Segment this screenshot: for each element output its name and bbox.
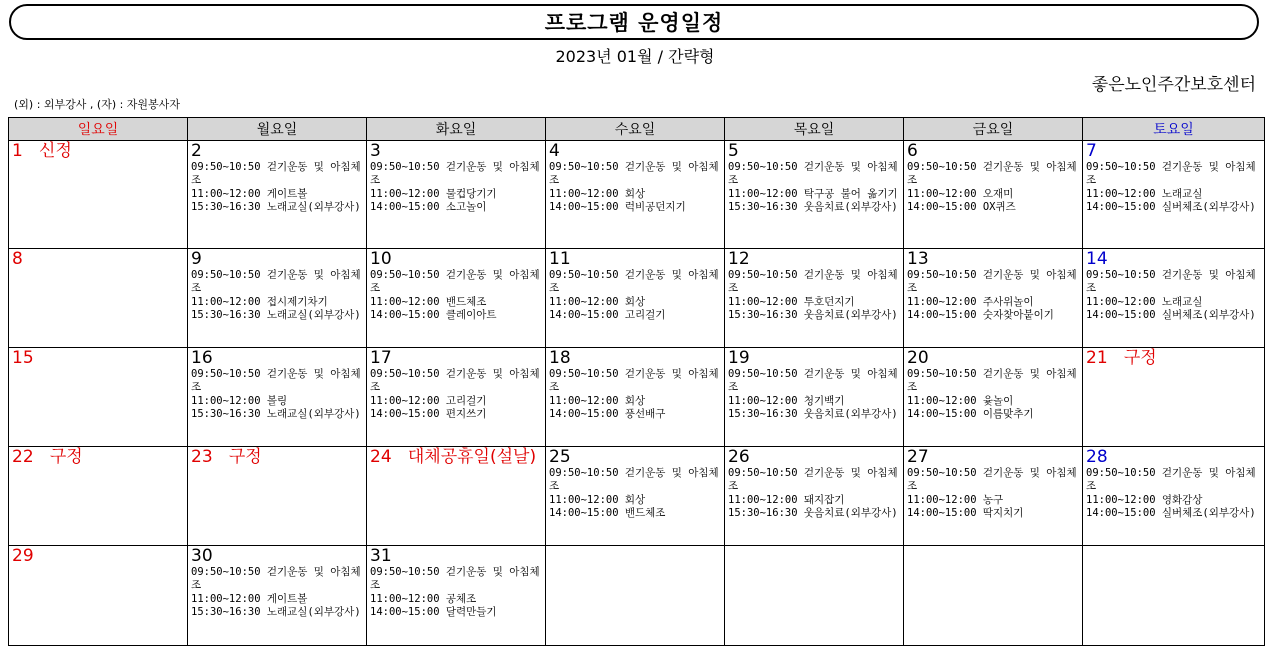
event-item: 09:50~10:50 걷기운동 및 아침체조 bbox=[1086, 467, 1256, 493]
event-list bbox=[370, 566, 542, 620]
calendar-day-cell bbox=[904, 249, 1083, 348]
calendar-day-cell bbox=[546, 249, 725, 348]
calendar-day-cell bbox=[9, 447, 188, 546]
event-item: 09:50~10:50 걷기운동 및 아침체조 bbox=[728, 269, 898, 295]
event-list bbox=[1086, 467, 1261, 521]
day-number: 3 bbox=[370, 141, 381, 161]
day-header bbox=[191, 349, 363, 368]
calendar-day-cell bbox=[904, 348, 1083, 447]
event-list bbox=[549, 161, 721, 215]
day-header bbox=[907, 448, 1079, 467]
event-list bbox=[549, 269, 721, 323]
event-item: 11:00~12:00 오재미 bbox=[907, 187, 1014, 200]
event-item: 11:00~12:00 물컵당기기 bbox=[370, 187, 497, 200]
event-item: 14:00~15:00 실버체조(외부강사) bbox=[1086, 309, 1256, 322]
day-header bbox=[549, 448, 721, 467]
event-item: 14:00~15:00 달력만들기 bbox=[370, 606, 497, 619]
day-number: 2 bbox=[191, 141, 202, 161]
day-number: 26 bbox=[728, 447, 750, 467]
event-item: 14:00~15:00 이름맞추기 bbox=[907, 408, 1034, 421]
event-item: 14:00~15:00 OX퀴즈 bbox=[907, 201, 1016, 214]
day-header bbox=[728, 142, 900, 161]
day-number: 18 bbox=[549, 348, 571, 368]
calendar-day-cell bbox=[188, 546, 367, 646]
event-item: 11:00~12:00 볼링 bbox=[191, 394, 288, 407]
event-item: 11:00~12:00 밴드체조 bbox=[370, 295, 487, 308]
day-number: 21 bbox=[1086, 348, 1108, 368]
event-item: 11:00~12:00 탁구공 불어 옮기기 bbox=[728, 187, 898, 200]
event-list bbox=[549, 467, 721, 521]
day-header bbox=[549, 250, 721, 269]
page-subtitle: 2023년 01월 / 간략형 bbox=[555, 47, 715, 66]
event-item: 14:00~15:00 딱지치기 bbox=[907, 507, 1024, 520]
day-number: 28 bbox=[1086, 447, 1108, 467]
event-item: 11:00~12:00 회상 bbox=[549, 394, 646, 407]
event-item: 09:50~10:50 걷기운동 및 아침체조 bbox=[907, 161, 1077, 187]
event-item: 11:00~12:00 노래교실 bbox=[1086, 295, 1203, 308]
day-number: 20 bbox=[907, 348, 929, 368]
day-header bbox=[907, 349, 1079, 368]
event-item: 14:00~15:00 럭비공던지기 bbox=[549, 201, 686, 214]
event-item: 11:00~12:00 회상 bbox=[549, 295, 646, 308]
day-number: 27 bbox=[907, 447, 929, 467]
calendar-day-cell bbox=[188, 141, 367, 249]
event-item: 09:50~10:50 걷기운동 및 아침체조 bbox=[370, 161, 540, 187]
day-number: 16 bbox=[191, 348, 213, 368]
day-number: 29 bbox=[12, 546, 34, 566]
event-item: 14:00~15:00 밴드체조 bbox=[549, 507, 666, 520]
spacer bbox=[213, 447, 229, 467]
day-number: 23 bbox=[191, 447, 213, 467]
calendar-day-cell bbox=[1083, 141, 1265, 249]
day-header bbox=[370, 142, 542, 161]
day-header bbox=[1086, 250, 1261, 269]
event-item: 09:50~10:50 걷기운동 및 아침체조 bbox=[728, 368, 898, 394]
event-list bbox=[728, 368, 900, 422]
day-header bbox=[370, 547, 542, 566]
event-item: 11:00~12:00 청기백기 bbox=[728, 394, 845, 407]
calendar-day-cell bbox=[367, 141, 546, 249]
calendar-day-cell bbox=[725, 141, 904, 249]
event-list bbox=[728, 269, 900, 323]
event-item: 11:00~12:00 게이트볼 bbox=[191, 592, 308, 605]
calendar-day-cell bbox=[546, 141, 725, 249]
center-name: 좋은노인주간보호센터 bbox=[1091, 75, 1256, 95]
day-header bbox=[12, 547, 184, 566]
event-item: 09:50~10:50 걷기운동 및 아침체조 bbox=[549, 368, 719, 394]
holiday-note: 구정 bbox=[49, 447, 83, 467]
event-item: 09:50~10:50 걷기운동 및 아침체조 bbox=[370, 269, 540, 295]
weekday-header: 화요일 bbox=[367, 118, 546, 141]
event-list bbox=[191, 368, 363, 422]
calendar-day-cell bbox=[9, 249, 188, 348]
event-item: 09:50~10:50 걷기운동 및 아침체조 bbox=[191, 368, 361, 394]
day-number: 4 bbox=[549, 141, 560, 161]
day-number: 13 bbox=[907, 249, 929, 269]
holiday-note: 대체공휴일(설날) bbox=[407, 447, 537, 467]
day-header bbox=[549, 349, 721, 368]
event-item: 15:30~16:30 웃음치료(외부강사) bbox=[728, 507, 898, 520]
weekday-header: 일요일 bbox=[9, 118, 188, 141]
event-item: 09:50~10:50 걷기운동 및 아침체조 bbox=[191, 161, 361, 187]
day-number: 30 bbox=[191, 546, 213, 566]
calendar-day-cell bbox=[904, 447, 1083, 546]
day-header bbox=[728, 250, 900, 269]
day-header bbox=[191, 142, 363, 161]
calendar-day-cell bbox=[546, 348, 725, 447]
event-item: 09:50~10:50 걷기운동 및 아침체조 bbox=[728, 161, 898, 187]
day-header bbox=[728, 349, 900, 368]
event-item: 14:00~15:00 실버체조(외부강사) bbox=[1086, 507, 1256, 520]
day-header bbox=[549, 142, 721, 161]
event-list bbox=[1086, 161, 1261, 215]
event-item: 09:50~10:50 걷기운동 및 아침체조 bbox=[370, 368, 540, 394]
event-list bbox=[907, 467, 1079, 521]
event-item: 11:00~12:00 주사위놀이 bbox=[907, 295, 1034, 308]
day-number: 14 bbox=[1086, 249, 1108, 269]
calendar-table bbox=[8, 117, 1265, 646]
calendar-week-row bbox=[9, 249, 1265, 348]
calendar-day-cell bbox=[367, 447, 546, 546]
day-header bbox=[728, 448, 900, 467]
day-header bbox=[907, 250, 1079, 269]
event-item: 11:00~12:00 접시제기차기 bbox=[191, 295, 328, 308]
event-item: 11:00~12:00 돼지잡기 bbox=[728, 493, 845, 506]
day-header bbox=[1086, 349, 1261, 368]
calendar-day-cell bbox=[1083, 249, 1265, 348]
event-list bbox=[907, 161, 1079, 215]
day-header bbox=[1086, 142, 1261, 161]
legend-note: (외) : 외부강사 , (자) : 자원봉사자 bbox=[14, 98, 180, 111]
event-item: 15:30~16:30 웃음치료(외부강사) bbox=[728, 408, 898, 421]
event-item: 11:00~12:00 게이트볼 bbox=[191, 187, 308, 200]
day-number: 19 bbox=[728, 348, 750, 368]
day-number: 10 bbox=[370, 249, 392, 269]
calendar-week-row bbox=[9, 348, 1265, 447]
event-item: 09:50~10:50 걷기운동 및 아침체조 bbox=[549, 467, 719, 493]
calendar-day-cell bbox=[725, 546, 904, 646]
calendar-body bbox=[9, 141, 1265, 646]
event-item: 11:00~12:00 공체조 bbox=[370, 592, 477, 605]
day-number: 9 bbox=[191, 249, 202, 269]
title-box bbox=[9, 4, 1259, 40]
event-list bbox=[728, 161, 900, 215]
event-item: 11:00~12:00 영화감상 bbox=[1086, 493, 1203, 506]
day-number: 17 bbox=[370, 348, 392, 368]
calendar-day-cell bbox=[367, 348, 546, 447]
event-list bbox=[728, 467, 900, 521]
day-number: 7 bbox=[1086, 141, 1097, 161]
weekday-header: 월요일 bbox=[188, 118, 367, 141]
day-header bbox=[12, 250, 184, 269]
event-item: 09:50~10:50 걷기운동 및 아침체조 bbox=[191, 269, 361, 295]
day-number: 15 bbox=[12, 348, 34, 368]
event-list bbox=[191, 269, 363, 323]
event-item: 15:30~16:30 노래교실(외부강사) bbox=[191, 408, 361, 421]
event-item: 11:00~12:00 윷놀이 bbox=[907, 394, 1014, 407]
day-header bbox=[12, 142, 184, 161]
weekday-header: 금요일 bbox=[904, 118, 1083, 141]
event-list bbox=[549, 368, 721, 422]
holiday-note: 구정 bbox=[228, 447, 262, 467]
event-item: 14:00~15:00 실버체조(외부강사) bbox=[1086, 201, 1256, 214]
day-number: 8 bbox=[12, 249, 23, 269]
event-item: 15:30~16:30 노래교실(외부강사) bbox=[191, 201, 361, 214]
spacer bbox=[392, 447, 408, 467]
calendar-week-row bbox=[9, 447, 1265, 546]
day-header bbox=[370, 250, 542, 269]
event-item: 09:50~10:50 걷기운동 및 아침체조 bbox=[728, 467, 898, 493]
event-item: 15:30~16:30 웃음치료(외부강사) bbox=[728, 309, 898, 322]
event-item: 15:30~16:30 웃음치료(외부강사) bbox=[728, 201, 898, 214]
event-item: 11:00~12:00 고리걸기 bbox=[370, 394, 487, 407]
event-item: 14:00~15:00 풍선배구 bbox=[549, 408, 666, 421]
calendar-day-cell bbox=[725, 249, 904, 348]
day-number: 12 bbox=[728, 249, 750, 269]
day-header bbox=[12, 349, 184, 368]
event-list bbox=[191, 566, 363, 620]
event-item: 09:50~10:50 걷기운동 및 아침체조 bbox=[907, 269, 1077, 295]
day-header bbox=[370, 349, 542, 368]
calendar-day-cell bbox=[546, 447, 725, 546]
event-item: 15:30~16:30 노래교실(외부강사) bbox=[191, 309, 361, 322]
event-item: 09:50~10:50 걷기운동 및 아침체조 bbox=[907, 467, 1077, 493]
day-header bbox=[907, 142, 1079, 161]
event-item: 09:50~10:50 걷기운동 및 아침체조 bbox=[549, 269, 719, 295]
spacer bbox=[1108, 348, 1124, 368]
event-item: 09:50~10:50 걷기운동 및 아침체조 bbox=[370, 566, 540, 592]
calendar-day-cell bbox=[725, 447, 904, 546]
calendar-day-cell bbox=[9, 348, 188, 447]
event-item: 09:50~10:50 걷기운동 및 아침체조 bbox=[907, 368, 1077, 394]
event-item: 15:30~16:30 노래교실(외부강사) bbox=[191, 606, 361, 619]
event-item: 11:00~12:00 회상 bbox=[549, 493, 646, 506]
event-item: 11:00~12:00 노래교실 bbox=[1086, 187, 1203, 200]
day-header bbox=[370, 448, 542, 467]
day-number: 22 bbox=[12, 447, 34, 467]
calendar-day-cell bbox=[188, 249, 367, 348]
event-item: 09:50~10:50 걷기운동 및 아침체조 bbox=[549, 161, 719, 187]
day-number: 11 bbox=[549, 249, 571, 269]
event-item: 09:50~10:50 걷기운동 및 아침체조 bbox=[1086, 161, 1256, 187]
calendar-day-cell bbox=[9, 546, 188, 646]
weekday-header: 목요일 bbox=[725, 118, 904, 141]
event-item: 14:00~15:00 숫자찾아붙이기 bbox=[907, 309, 1054, 322]
event-list bbox=[907, 269, 1079, 323]
calendar-day-cell bbox=[188, 447, 367, 546]
calendar-week-row bbox=[9, 141, 1265, 249]
event-item: 11:00~12:00 투호던지기 bbox=[728, 295, 855, 308]
calendar-day-cell bbox=[725, 348, 904, 447]
page-title: 프로그램 운영일정 bbox=[544, 11, 724, 35]
calendar-day-cell bbox=[1083, 447, 1265, 546]
event-item: 09:50~10:50 걷기운동 및 아침체조 bbox=[1086, 269, 1256, 295]
day-header bbox=[191, 250, 363, 269]
weekday-header: 수요일 bbox=[546, 118, 725, 141]
event-item: 14:00~15:00 고리걸기 bbox=[549, 309, 666, 322]
day-header bbox=[191, 448, 363, 467]
event-item: 14:00~15:00 편지쓰기 bbox=[370, 408, 487, 421]
day-number: 25 bbox=[549, 447, 571, 467]
day-number: 1 bbox=[12, 141, 23, 161]
weekday-header: 토요일 bbox=[1083, 118, 1265, 141]
day-header bbox=[1086, 448, 1261, 467]
holiday-note: 신정 bbox=[39, 141, 72, 161]
day-number: 24 bbox=[370, 447, 392, 467]
event-item: 11:00~12:00 회상 bbox=[549, 187, 646, 200]
event-item: 09:50~10:50 걷기운동 및 아침체조 bbox=[191, 566, 361, 592]
calendar-day-cell bbox=[1083, 348, 1265, 447]
calendar-day-cell bbox=[1083, 546, 1265, 646]
weekday-header-row bbox=[9, 118, 1265, 141]
calendar-day-cell bbox=[904, 141, 1083, 249]
event-list bbox=[191, 161, 363, 215]
day-number: 5 bbox=[728, 141, 739, 161]
event-list bbox=[370, 368, 542, 422]
calendar-day-cell bbox=[188, 348, 367, 447]
day-number: 6 bbox=[907, 141, 918, 161]
event-list bbox=[1086, 269, 1261, 323]
event-item: 14:00~15:00 소고놀이 bbox=[370, 201, 487, 214]
spacer bbox=[23, 141, 39, 161]
event-list bbox=[370, 161, 542, 215]
calendar-day-cell bbox=[546, 546, 725, 646]
calendar-day-cell bbox=[367, 546, 546, 646]
holiday-note: 구정 bbox=[1123, 348, 1157, 368]
day-number: 31 bbox=[370, 546, 392, 566]
calendar-day-cell bbox=[904, 546, 1083, 646]
spacer bbox=[34, 447, 50, 467]
day-header bbox=[191, 547, 363, 566]
event-list bbox=[907, 368, 1079, 422]
day-header bbox=[12, 448, 184, 467]
event-item: 11:00~12:00 농구 bbox=[907, 493, 1004, 506]
event-item: 14:00~15:00 클레이아트 bbox=[370, 309, 497, 322]
calendar-day-cell bbox=[9, 141, 188, 249]
calendar-day-cell bbox=[367, 249, 546, 348]
event-list bbox=[370, 269, 542, 323]
calendar-week-row bbox=[9, 546, 1265, 646]
